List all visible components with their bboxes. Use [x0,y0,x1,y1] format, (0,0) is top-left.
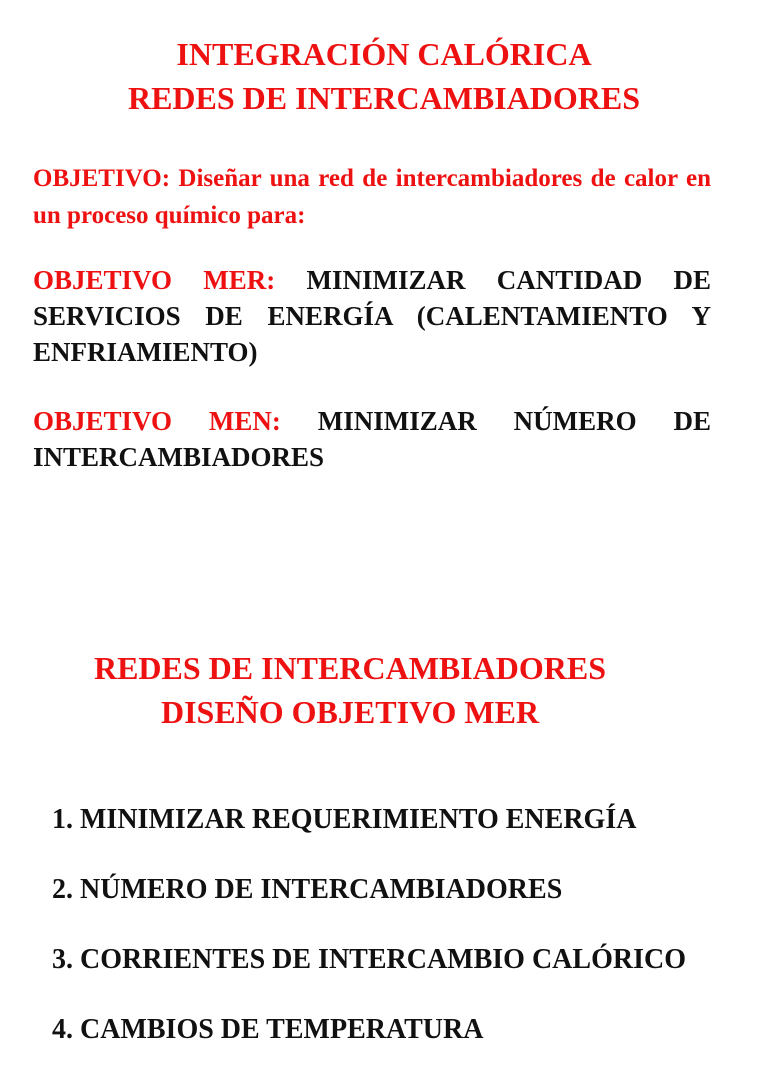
slide1-title-line1: INTEGRACIÓN CALÓRICA [176,36,592,72]
slide2-title-line1: REDES DE INTERCAMBIADORES [93,650,607,686]
objetivo-men-paragraph [33,403,711,475]
list-item: 1. MINIMIZAR REQUERIMIENTO ENERGÍA [52,804,637,835]
slide1-title [0,32,768,120]
objetivo-men-label: OBJETIVO MEN: [33,406,281,436]
slide2-title [0,646,700,734]
objetivo-men-text: MINIMIZAR NÚMERO DE INTERCAMBIADORES [33,406,711,472]
slide1-title-line2: REDES DE INTERCAMBIADORES [127,80,641,116]
list-item: 3. CORRIENTES DE INTERCAMBIO CALÓRICO [52,944,686,975]
mer-steps-list [52,800,686,1080]
objetivo-mer-paragraph [33,262,711,370]
objetivo-mer-label: OBJETIVO MER: [33,265,276,295]
list-item: 4. CAMBIOS DE TEMPERATURA [52,1014,484,1045]
objetivo-mer-text: MINIMIZAR CANTIDAD DE SERVICIOS DE ENERGÍA (CALENTAMIENTO Y ENFRIAMIENTO) [33,265,711,367]
list-item: 2. NÚMERO DE INTERCAMBIADORES [52,874,563,905]
objetivo-paragraph: OBJETIVO: Diseñar una red de intercambiadores de calor en un proceso químico para: [33,165,711,229]
slide2-title-line2: DISEÑO OBJETIVO MER [160,694,540,730]
